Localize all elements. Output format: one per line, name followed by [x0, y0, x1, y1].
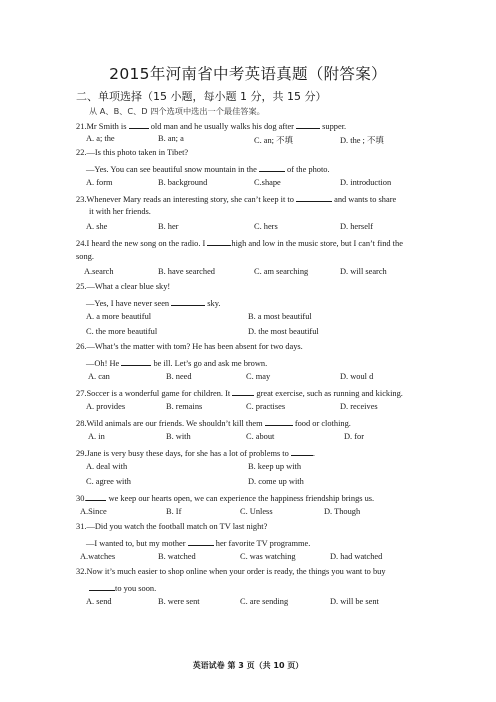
question-31-stem: 31.—Did you watch the football match on TV last night? [76, 522, 268, 531]
question-26-response: —Oh! He be ill. Let’s go and ask me brown. [86, 359, 268, 368]
question-31-response: —I wanted to, but my mother her favorite TV programme. [86, 539, 311, 548]
option-b: B. If [166, 507, 182, 516]
option-d: D. had watched [330, 552, 383, 561]
question-22-response: —Yes. You can see beautiful snow mountain in the of the photo. [86, 165, 330, 174]
option-d: D. will be sent [330, 597, 379, 606]
question-21-stem: 21.Mr Smith is old man and he usually walks his dog after supper. [76, 122, 347, 131]
option-c: C. hers [254, 222, 278, 231]
option-a: A. a; the [86, 134, 115, 143]
option-c: C. may [246, 372, 271, 381]
answer-blank [121, 357, 151, 366]
option-a: A. deal with [86, 462, 128, 471]
answer-blank [171, 297, 205, 306]
option-b: B. an; a [158, 134, 184, 143]
option-a: A.Since [80, 507, 107, 516]
answer-blank [296, 193, 332, 202]
option-a: A. in [88, 432, 105, 441]
option-b: B. were sent [158, 597, 200, 606]
option-c: C. am searching [254, 267, 309, 276]
question-25-stem: 25.—What a clear blue sky! [76, 282, 171, 291]
question-27-stem: 27.Soccer is a wonderful game for children. It great exercise, such as running and kicking. [76, 389, 403, 398]
question-28-stem: 28.Wild animals are our friends. We shouldn’t kill them food or clothing. [76, 419, 351, 428]
answer-blank [259, 163, 285, 172]
option-c: C.shape [254, 178, 281, 187]
question-24-continued: song. [76, 252, 94, 261]
option-a: A. she [86, 222, 108, 231]
option-b: B. her [158, 222, 179, 231]
option-d: D. the most beautiful [248, 327, 319, 336]
option-c: C. Unless [240, 507, 273, 516]
option-b: B. need [166, 372, 192, 381]
option-d: D. woul d [340, 372, 374, 381]
answer-blank [129, 120, 149, 129]
question-32-continued: to you soon. [89, 582, 156, 593]
option-a: A.search [84, 267, 114, 276]
section-instruction: 从 A、B、C、D 四个选项中选出一个最佳答案。 [89, 106, 265, 116]
option-d: D. introduction [340, 178, 392, 187]
option-c: C. the more beautiful [86, 327, 158, 336]
option-d: D. herself [340, 222, 374, 231]
option-b: B. a most beautiful [248, 312, 312, 321]
answer-blank [207, 237, 231, 246]
page-footer: 英语试卷 第 3 页（共 10 页） [192, 661, 304, 670]
question-23-stem: 23.Whenever Mary reads an interesting story, she can’t keep it to and wants to share [76, 195, 397, 204]
question-25-response: —Yes, I have never seen sky. [86, 299, 221, 308]
option-b: B. keep up with [248, 462, 302, 471]
option-c: C. agree with [86, 477, 131, 486]
section-heading: 二、单项选择（15 小题，每小题 1 分，共 15 分） [76, 90, 327, 103]
option-a: A. a more beautiful [86, 312, 152, 321]
option-a: A.watches [80, 552, 116, 561]
answer-blank [232, 387, 254, 396]
option-a: A. provides [86, 402, 126, 411]
option-b: B. have searched [158, 267, 215, 276]
option-a: A. send [86, 597, 112, 606]
option-c: C. was watching [240, 552, 296, 561]
option-c: C. are sending [240, 597, 289, 606]
answer-blank [265, 417, 293, 426]
option-a: A. form [86, 178, 113, 187]
option-d: D. will search [340, 267, 387, 276]
option-d: D. receives [340, 402, 378, 411]
question-30-stem: 30. we keep our hearts open, we can experience the happiness friendship brings us. [76, 494, 375, 503]
question-24-stem: 24.I heard the new song on the radio. I high and low in the music store, but I can’t find the [76, 239, 403, 248]
question-23-continued: it with her friends. [89, 207, 151, 216]
answer-blank [296, 120, 320, 129]
option-a: A. can [88, 372, 110, 381]
answer-blank [188, 537, 214, 546]
option-d: D. for [344, 432, 365, 441]
question-32-stem: 32.Now it’s much easier to shop online when your order is ready, the things you want to buy [76, 567, 386, 576]
option-b: B. remains [166, 402, 203, 411]
question-22-stem: 22.—Is this photo taken in Tibet? [76, 148, 189, 157]
option-c: C. practises [246, 402, 286, 411]
answer-blank [291, 447, 313, 456]
option-b: B. background [158, 178, 208, 187]
option-b: B. watched [158, 552, 196, 561]
option-d: D. come up with [248, 477, 304, 486]
question-29-stem: 29.Jane is very busy these days, for she has a lot of problems to . [76, 449, 316, 458]
option-b: B. with [166, 432, 191, 441]
answer-blank [89, 582, 115, 591]
question-26-stem: 26.—What’s the matter with tom? He has been absent for two days. [76, 342, 303, 351]
option-d: D. Though [324, 507, 361, 516]
option-c: C. an; 不填 [254, 136, 293, 145]
answer-blank [86, 492, 106, 501]
option-c: C. about [246, 432, 275, 441]
page-title: 2015年河南省中考英语真题（附答案） [109, 65, 387, 83]
option-d: D. the ; 不填 [340, 136, 384, 145]
